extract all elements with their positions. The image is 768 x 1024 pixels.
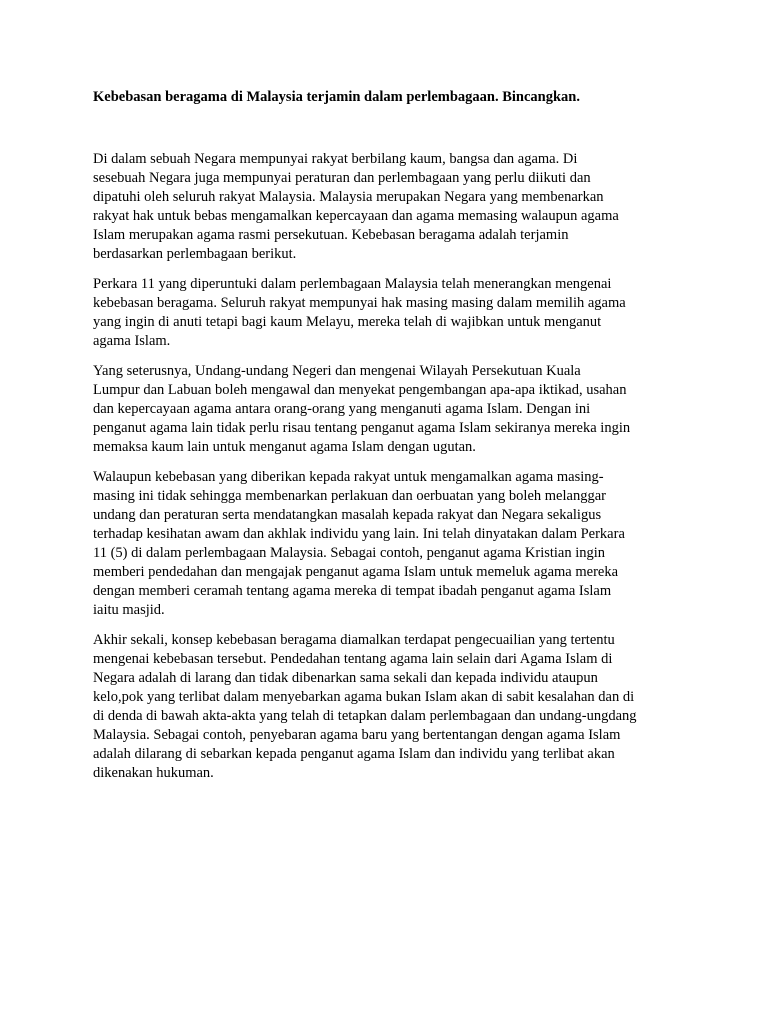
document-body xyxy=(93,150,683,783)
paragraph-4: Walaupun kebebasan yang diberikan kepada rakyat untuk mengamalkan agama masing- masing ini tidak sehingga membenarkan perlakuan dan oerbuatan yang boleh melanggar undang dan peraturan serta mendatangkan masalah kepada rakyat dan Negara sekaligus terhadap kesihatan awam dan akhlak individu yang lain. Ini telah dinyatakan dalam Perkara 11 (5) di dalam perlembagaan Malaysia. Sebagai contoh, penganut agama Kristian ingin memberi pendedahan dan mengajak penganut agama Islam untuk memeluk agama mereka dengan memberi ceramah tentang agama mereka di tempat ibadah penganut agama Islam iaitu masjid. xyxy=(93,469,625,618)
document-title: Kebebasan beragama di Malaysia terjamin dalam perlembagaan. Bincangkan. xyxy=(93,89,580,105)
paragraph-3: Yang seterusnya, Undang-undang Negeri dan mengenai Wilayah Persekutuan Kuala Lumpur dan Labuan boleh mengawal dan menyekat pengembangan apa-apa iktikad, usahan dan kepercayaan agama antara orang-orang yang menganuti agama Islam. Dengan ini penganut agama lain tidak perlu risau tentang penganut agama Islam sekiranya mereka ingin memaksa kaum lain untuk menganut agama Islam dengan ugutan. xyxy=(93,363,631,455)
paragraph-1: Di dalam sebuah Negara mempunyai rakyat berbilang kaum, bangsa dan agama. Di sesebuah Negara juga mempunyai peraturan dan perlembagaan yang perlu diikuti dan dipatuhi oleh seluruh rakyat Malaysia. Malaysia merupakan Negara yang membenarkan rakyat hak untuk bebas mengamalkan kepercayaan dan agama memasing walaupun agama Islam merupakan agama rasmi persekutuan. Kebebasan beragama adalah terjamin berdasarkan perlembagaan berikut. xyxy=(93,151,619,262)
document-page xyxy=(93,88,683,794)
paragraph-5: Akhir sekali, konsep kebebasan beragama diamalkan terdapat pengecuailian yang tertentu mengenai kebebasan tersebut. Pendedahan tentang agama lain selain dari Agama Islam di Negara adalah di larang dan tidak dibenarkan sama sekali dan kepada individu ataupun kelo,pok yang terlibat dalam menyebarkan agama bukan Islam akan di sabit kesalahan dan di di denda di bawah akta-akta yang telah di tetapkan dalam perlembagaan dan undang-ungdang Malaysia. Sebagai contoh, penyebaran agama baru yang bertentangan dengan agama Islam adalah dilarang di sebarkan kepada penganut agama Islam dan individu yang terlibat akan dikenakan hukuman. xyxy=(93,632,637,781)
paragraph-2: Perkara 11 yang diperuntuki dalam perlembagaan Malaysia telah menerangkan mengenai kebebasan beragama. Seluruh rakyat mempunyai hak masing masing dalam memilih agama yang ingin di anuti tetapi bagi kaum Melayu, mereka telah di wajibkan untuk menganut agama Islam. xyxy=(93,276,626,349)
